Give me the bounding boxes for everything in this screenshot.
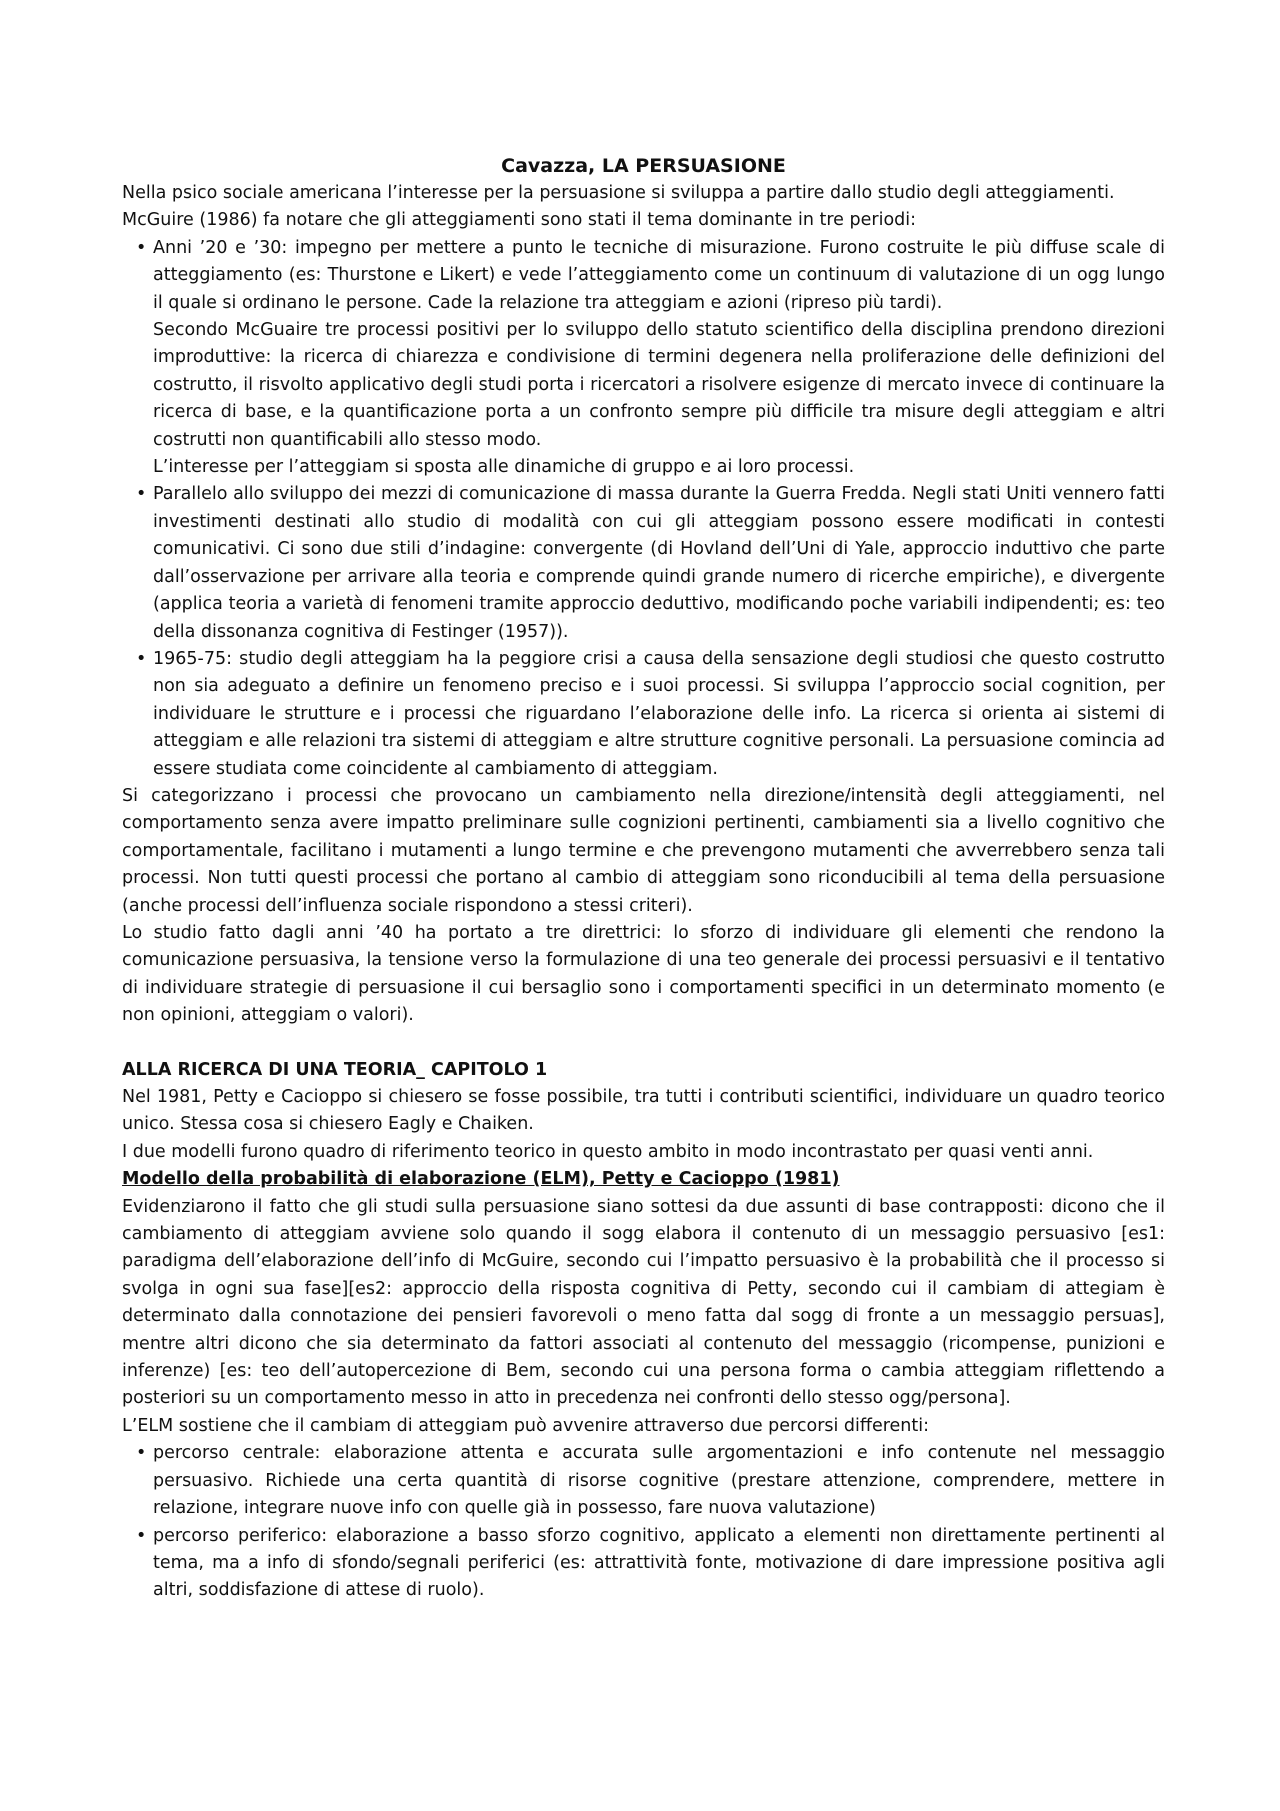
- chapter-paragraph-2: I due modelli furono quadro di riferimento teorico in questo ambito in modo incontrastato per quasi venti anni.: [122, 1141, 1094, 1162]
- chapter-heading: ALLA RICERCA DI UNA TEORIA_ CAPITOLO 1: [122, 1059, 548, 1080]
- list-item-period-3: [153, 646, 1165, 783]
- chapter-paragraph-1: Nel 1981, Petty e Cacioppo si chiesero se fosse possibile, tra tutti i contributi scientifici, individuare un quadro teorico unico. Stessa cosa si chiesero Eagly e Chaiken.: [122, 1087, 1165, 1135]
- period-1-paragraph-1: • Anni ’20 e ’30: impegno per mettere a punto le tecniche di misurazione. Furono costruite le più diffuse scale di atteggiamento (es: Thurstone e Likert) e vede l’atteggiamento come un continuum di valutazione di un ogg lungo il quale si ordinano le persone. Cade la relazione tra atteggiam e azioni (ripreso più tardi).: [153, 237, 1165, 313]
- list-item-period-1: [153, 235, 1165, 482]
- periods-list: [122, 235, 1165, 783]
- elm-paragraph-1: Evidenziarono il fatto che gli studi sulla persuasione siano sottesi da due assunti di base contrapposti: dicono che il cambiamento di atteggiam avviene solo quando il sogg elabora il contenuto di un messaggio persuasivo [es1: paradigma dell’elaborazione dell’info di McGuire, secondo cui l’impatto persuasivo è la probabilità che il processo si svolga in ogni sua fase][es2: approccio della risposta cognitiva di Petty, secondo cui il cambiam di attegiam è determinato dalla connotazione dei pensieri favorevoli o meno fatta dal sogg di fronte a un messaggio persuas], mentre altri dicono che sia determinato da fattori associati al contenuto del messaggio (ricompense, punizioni e inferenze) [es: teo dell’autopercezione di Bem, secondo cui una persona forma o cambia atteggiam riflettendo a posteriori su un comportamento messo in atto in precedenza nei confronti dello stesso ogg/persona].: [122, 1196, 1165, 1409]
- body-paragraph-categorization: Si categorizzano i processi che provocano un cambiamento nella direzione/intensità degli atteggiamenti, nel comportamento senza avere impatto preliminare sulle cognizioni pertinenti, cambiamenti sia a livello cognitivo che comportamentale, facilitano i mutamenti a lungo termine e che prevengono mutamenti che avverrebbero senza tali processi. Non tutti questi processi che portano al cambio di atteggiam sono riconducibili al tema della persuasione (anche processi dell’influenza sociale rispondono a stessi criteri).: [122, 785, 1165, 916]
- document-title: Cavazza, LA PERSUASIONE: [501, 155, 786, 177]
- section-spacer: [122, 1030, 1165, 1057]
- period-3-paragraph-1: • 1965-75: studio degli atteggiam ha la peggiore crisi a causa della sensazione degli studiosi che questo costrutto non sia adeguato a definire un fenomeno preciso e i suoi processi. Si sviluppa l’approccio social cognition, per individuare le strutture e i processi che riguardano l’elaborazione delle info. La ricerca si orienta ai sistemi di atteggiam e alle relazioni tra sistemi di atteggiam e altre strutture cognitive personali. La persuasione comincia ad essere studiata come coincidente al cambiamento di atteggiam.: [153, 648, 1165, 779]
- list-item-period-2: [153, 481, 1165, 645]
- routes-list: [122, 1440, 1165, 1604]
- period-1-paragraph-3: L’interesse per l’atteggiam si sposta alle dinamiche di gruppo e ai loro processi.: [153, 457, 855, 478]
- list-item-peripheral-route: • percorso periferico: elaborazione a basso sforzo cognitivo, applicato a elementi non direttamente pertinenti al tema, ma a info di sfondo/segnali periferici (es: attrattività fonte, motivazione di dare impressione positiva agli altri, soddisfazione di attese di ruolo).: [153, 1523, 1165, 1605]
- intro-paragraph-2: McGuire (1986) fa notare che gli atteggiamenti sono stati il tema dominante in tre periodi:: [122, 210, 917, 231]
- period-2-paragraph-1: • Parallelo allo sviluppo dei mezzi di comunicazione di massa durante la Guerra Fredda. Negli stati Uniti vennero fatti investimenti destinati allo studio di modalità con cui gli atteggiam possono essere modificati in contesti comunicativi. Ci sono due stili d’indagine: convergente (di Hovland dell’Uni di Yale, approccio induttivo che parte dall’osservazione per arrivare alla teoria e comprende quindi grande numero di ricerche empiriche), e divergente (applica teoria a varietà di fenomeni tramite approccio deduttivo, modificando poche variabili indipendenti; es: teo della dissonanza cognitiva di Festinger (1957)).: [153, 484, 1165, 642]
- body-paragraph-directions: Lo studio fatto dagli anni ’40 ha portato a tre direttrici: lo sforzo di individuare gli elementi che rendono la comunicazione persuasiva, la tensione verso la formulazione di una teo generale dei processi persuasivi e il tentativo di individuare strategie di persuasione il cui bersaglio sono i comportamenti specifici in un determinato momento (e non opinioni, atteggiam o valori).: [122, 922, 1165, 1026]
- elm-paragraph-2: L’ELM sostiene che il cambiam di atteggiam può avvenire attraverso due percorsi differenti:: [122, 1415, 930, 1436]
- period-1-paragraph-2: Secondo McGuaire tre processi positivi per lo sviluppo dello statuto scientifico della disciplina prendono direzioni improduttive: la ricerca di chiarezza e condivisione di termini degenera nella proliferazione delle definizioni del costrutto, il risvolto applicativo degli studi porta i ricercatori a risolvere esigenze di mercato invece di continuare la ricerca di base, e la quantificazione porta a un confronto sempre più difficile tra misure degli atteggiam e altri costrutti non quantificabili allo stesso modo.: [153, 320, 1165, 450]
- intro-paragraph-1: Nella psico sociale americana l’interesse per la persuasione si sviluppa a partire dallo studio degli atteggiamenti.: [122, 183, 1115, 203]
- elm-heading: Modello della probabilità di elaborazione (ELM), Petty e Cacioppo (1981): [122, 1169, 840, 1190]
- list-item-central-route: • percorso centrale: elaborazione attenta e accurata sulle argomentazioni e info contenute nel messaggio persuasivo. Richiede una certa quantità di risorse cognitive (prestare attenzione, comprendere, mettere in relazione, integrare nuove info con quelle già in possesso, fare nuova valutazione): [153, 1440, 1165, 1522]
